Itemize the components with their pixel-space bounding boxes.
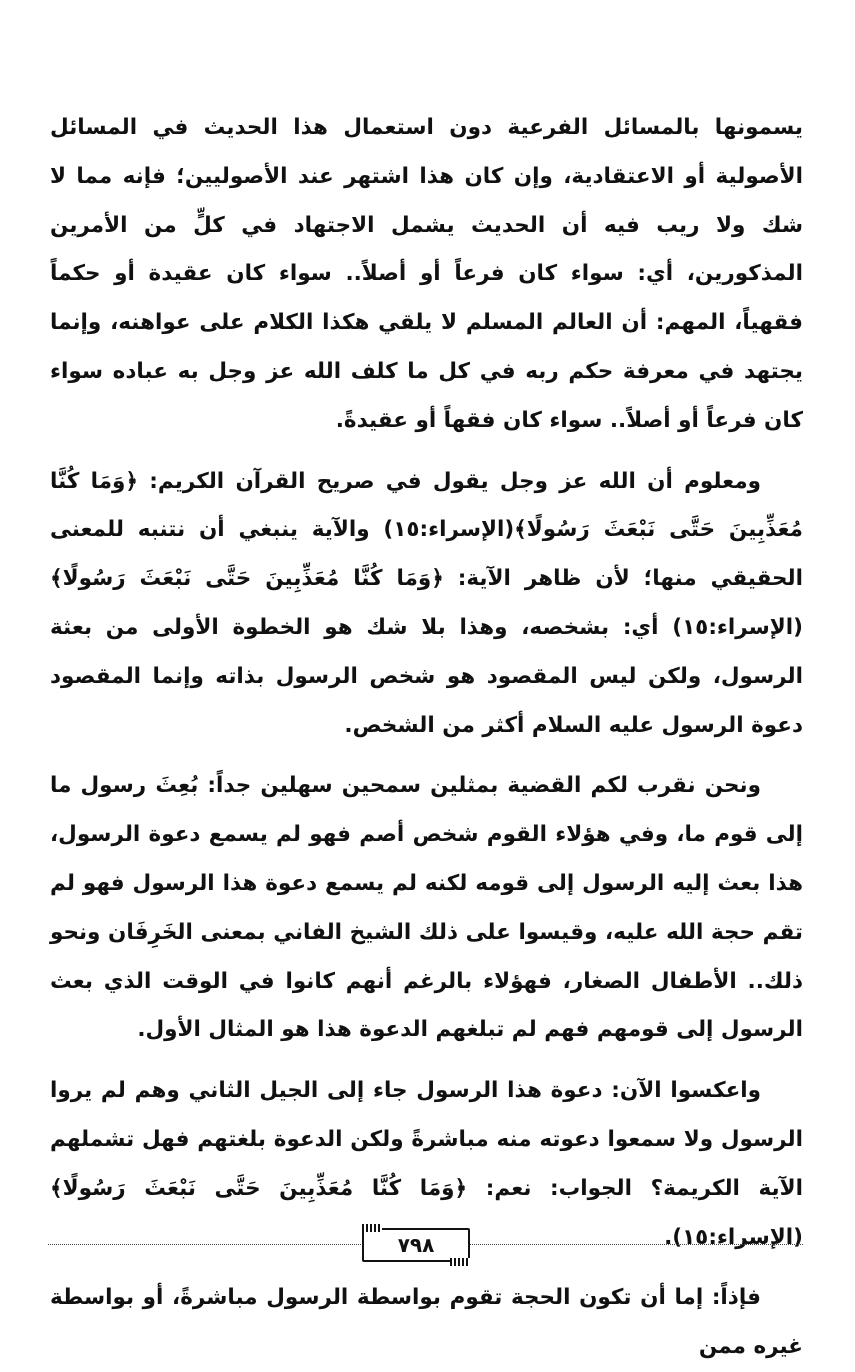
paragraph-1: يسمونها بالمسائل الفرعية دون استعمال هذا الحديث في المسائل الأصولية أو الاعتقادية، وإن كان هذا اشتهر عند الأصوليين؛ فإنه مما لا شك ولا ريب فيه أن الحديث يشمل الاجتهاد في كلٍّ من الأمرين المذكورين، أي: سواء كان فرعاً أو أصلاً.. سواء كان عقيدة أو حكماً فقهياً، المهم: أن العالم المسلم لا يلقي هكذا الكلام على عواهنه، وإنما يجتهد في معرفة حكم ربه في كل ما كلف الله عز وجل به عباده سواء كان فرعاً أو أصلاً.. سواء كان فقهاً أو عقيدةً. [50,115,803,433]
page-number: ٧٩٨ [397,1233,435,1257]
paragraph-3: ونحن نقرب لكم القضية بمثلين سمحين سهلين جداً: بُعِثَ رسول ما إلى قوم ما، وفي هؤلاء القوم شخص أصم فهو لم يسمع دعوة الرسول، هذا بعث إليه الرسول إلى قومه لكنه لم يسمع دعوة هذا الرسول فهو لم تقم حجة الله عليه، وقيسوا على ذلك الشيخ الفاني بمعنى الخَرِفَان ونحو ذلك.. الأطفال الصغار، فهؤلاء بالرغم أنهم كانوا في الوقت الذي بعث الرسول إلى قومهم فهم لم تبلغهم الدعوة هذا هو المثال الأول. [50,773,803,1043]
paragraph-4: واعكسوا الآن: دعوة هذا الرسول جاء إلى الجيل الثاني وهم لم يروا الرسول ولا سمعوا دعوته منه مباشرةً ولكن الدعوة بلغتهم فهل تشملهم الآية الكريمة؟ الجواب: نعم: ﴿وَمَا كُنَّا مُعَذِّبِينَ حَتَّى نَبْعَثَ رَسُولًا﴾(الإسراء:١٥). [50,1078,803,1250]
page-number-frame [362,1228,470,1262]
paragraph-5: فإذاً: إما أن تكون الحجة تقوم بواسطة الرسول مباشرةً، أو بواسطة غيره ممن [50,1285,803,1360]
paragraph-2: ومعلوم أن الله عز وجل يقول في صريح القرآن الكريم: ﴿وَمَا كُنَّا مُعَذِّبِينَ حَتَّى نَبْعَثَ رَسُولًا﴾(الإسراء:١٥) والآية ينبغي أن نتنبه للمعنى الحقيقي منها؛ لأن ظاهر الآية: ﴿وَمَا كُنَّا مُعَذِّبِينَ حَتَّى نَبْعَثَ رَسُولًا﴾(الإسراء:١٥) أي: بشخصه، وهذا بلا شك هو الخطوة الأولى من بعثة الرسول، ولكن ليس المقصود هو شخص الرسول بذاته وإنما المقصود دعوة الرسول عليه السلام أكثر من الشخص. [50,468,803,738]
body-text [50,104,803,1372]
